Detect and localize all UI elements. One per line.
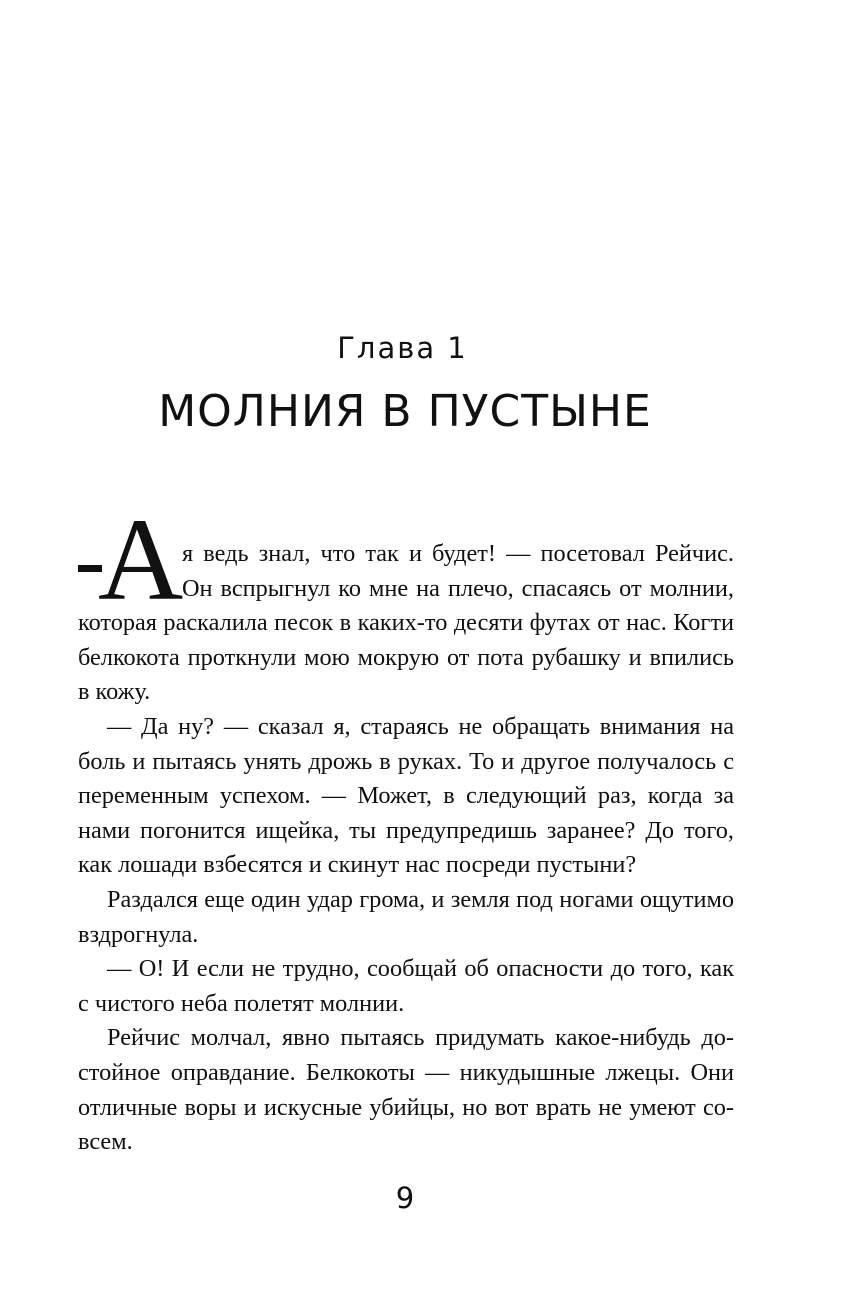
page-number: 9 — [395, 1181, 415, 1215]
paragraph: — Да ну? — сказал я, стараясь не обращать внимания на боль и пытаясь унять дрожь в руках. То и другое получалось с переменным успехом. — Может, в следующий раз, когда за нами погонится ищейка, ты предупредишь заранее? До того, как лошади взбесятся и скинут нас посреди пустыни? — [78, 712, 734, 879]
paragraph-text: я ведь знал, что так и будет! — посетовал Рейчис. Он вспрыгнул ко мне на плечо, спасаясь от молнии, которая раскалила песок в каких-то десяти футах от нас. Когти белкокота проткнули мою мокрую от пота рубашку и впились в кожу. — [78, 540, 734, 706]
chapter-title: МОЛНИЯ В ПУСТЫНЕ — [158, 386, 652, 437]
dropcap-letter: А — [98, 494, 184, 625]
paragraph: — О! И если не трудно, сообщай об опасности до того, как с чистого неба полетят молнии. — [78, 955, 734, 1017]
paragraph: Раздался еще один удар грома, и земля под ногами ощутимо вздрогнула. — [78, 885, 734, 948]
paragraph — [78, 494, 734, 710]
body-text — [78, 494, 734, 1160]
drop-cap — [78, 494, 184, 625]
paragraph: Рейчис молчал, явно пытаясь придумать какое-нибудь достойное оправдание. Белкокоты — никудышные лжецы. Они отличные воры и искусные убийцы, но вот врать не умеют совсем. — [78, 1024, 734, 1156]
chapter-label: Глава 1 — [337, 331, 468, 365]
